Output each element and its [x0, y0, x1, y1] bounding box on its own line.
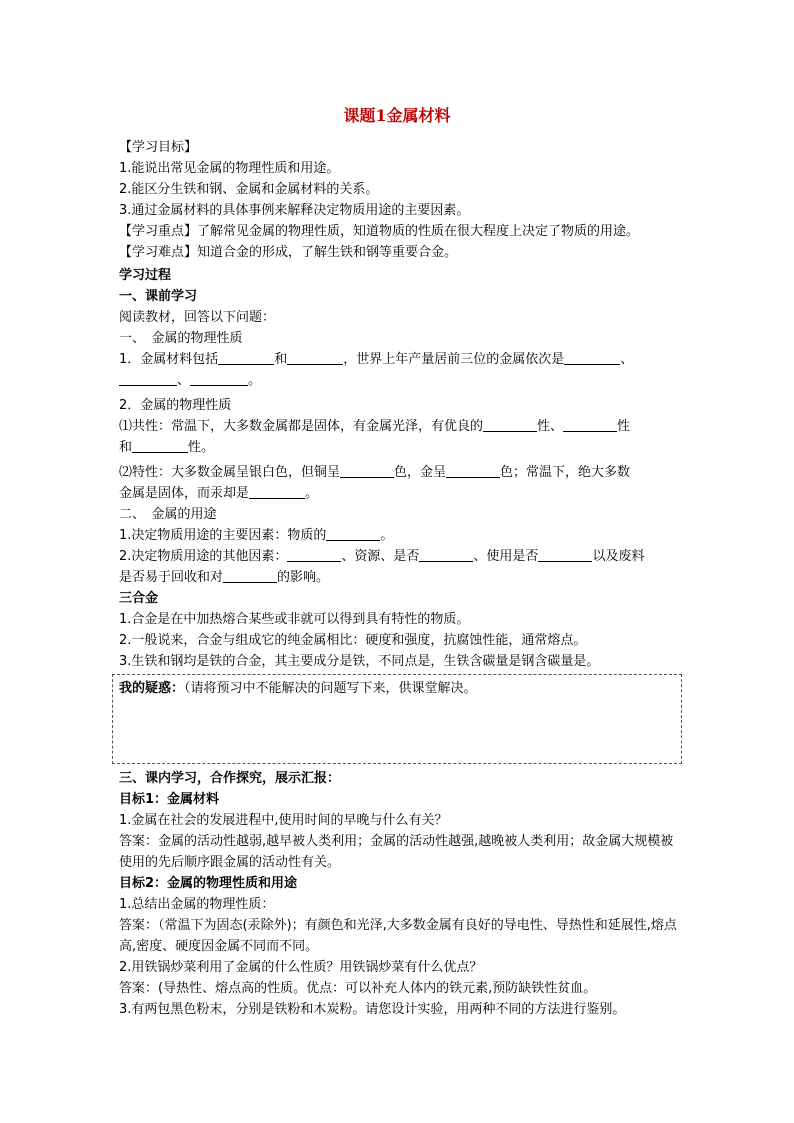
common-text-b: 性、: [537, 419, 564, 434]
objective-1: 1.能说出常见金属的物理性质和用途。: [119, 161, 340, 176]
doubt-label: 我的疑惑：: [119, 681, 185, 696]
special-line2: [119, 483, 684, 504]
usage2-text-a: 2.决定物质用途的其他因素：: [119, 549, 288, 564]
blank[interactable]: [419, 547, 473, 562]
common-line1: [119, 416, 684, 437]
question-1-line2: [119, 370, 684, 391]
blank[interactable]: [249, 484, 305, 499]
common-text-a: ⑴共性：常温下，大多数金属都是固体，有金属光泽，有优良的: [119, 419, 484, 434]
goal2-question-1: 1.总结出金属的物理性质：: [119, 897, 275, 912]
usage2-text-b: 、资源、是否: [341, 549, 420, 564]
goal2-question-3: 3.有两包黑色粉末，分别是铁粉和木炭粉。请您设计实验，用两种不同的方法进行鉴别。: [119, 1002, 626, 1017]
section3-heading: 三合金: [119, 591, 159, 606]
alloy-item-1: 1.合金是在中加热熔合某些或非就可以得到具有特性的物质。: [119, 612, 470, 627]
difficult-label: 【学习难点】: [119, 245, 198, 260]
blank[interactable]: [119, 371, 177, 386]
special-text-d: 金属是固体，而汞却是: [119, 486, 250, 501]
blank[interactable]: [446, 463, 500, 478]
objective-3: 3.通过金属材料的具体事例来解释决定物质用途的主要因素。: [119, 203, 470, 218]
goal1-question: 1.金属在社会的发展进程中,使用时间的早晚与什么有关？: [119, 813, 448, 828]
blank[interactable]: [132, 438, 188, 453]
key-label: 【学习重点】: [119, 224, 198, 239]
usage2-text-d: 以及废料: [592, 549, 645, 564]
q1-text-e: 、: [177, 373, 191, 388]
difficult-text: 知道合金的形成，了解生铁和钢等重要合金。: [197, 245, 458, 260]
pre-study-heading: 一、课前学习: [119, 289, 198, 304]
in-class-heading: 三、课内学习，合作探究，展示汇报：: [119, 771, 341, 786]
usage-1: [119, 525, 684, 546]
goal2-heading: 目标2：金属的物理性质和用途: [119, 876, 298, 891]
question-1-line1: [119, 349, 684, 370]
key-point: [119, 221, 684, 242]
blank[interactable]: [538, 547, 592, 562]
common-line2: [119, 437, 684, 458]
blank[interactable]: [564, 350, 620, 365]
q1-text-f: 。: [248, 373, 262, 388]
blank[interactable]: [483, 417, 537, 432]
usage1-text-a: 1.决定物质用途的主要因素：物质的: [119, 528, 327, 543]
q1-text-d: 、: [620, 352, 634, 367]
blank[interactable]: [218, 350, 274, 365]
q1-text-b: 和: [274, 352, 288, 367]
blank[interactable]: [563, 417, 617, 432]
section1-heading: 一、 金属的物理性质: [119, 331, 243, 346]
common-text-c: 性: [617, 419, 631, 434]
usage1-text-b: 。: [380, 528, 394, 543]
usage2-text-e: 是否易于回收和对: [119, 570, 224, 585]
usage2-text-c: 、使用是否: [473, 549, 539, 564]
special-text-e: 。: [305, 486, 319, 501]
alloy-item-2: 2.一般说来，合金与组成它的纯金属相比：硬度和强度，抗腐蚀性能，通常熔点。: [119, 633, 587, 648]
blank[interactable]: [287, 547, 341, 562]
goal1-answer: 答案：金属的活动性越弱,越早被人类利用；金属的活动性越强,越晚被人类利用；故金属大规模被使用的先后顺序跟金属的活动性有关。: [119, 834, 674, 870]
common-text-d: 和: [119, 440, 133, 455]
goal1-heading: 目标1：金属材料: [119, 792, 220, 807]
special-line1: [119, 462, 684, 483]
goal2-answer-1: 答案：（常温下为固态(汞除外)；有颜色和光泽,大多数金属有良好的导电性、导热性和延展性,熔点高,密度、硬度因金属不同而不同。: [119, 918, 677, 954]
q1-text-c: ，世界上年产量居前三位的金属依次是: [343, 352, 565, 367]
section2-heading: 二、 金属的用途: [119, 507, 217, 522]
doubt-text: （请将预习中不能解决的问题写下来，供课堂解决。: [184, 681, 477, 696]
q1-text-a: 1．金属材料包括: [119, 352, 219, 367]
special-text-a: ⑵特性：大多数金属呈银白色，但铜呈: [119, 465, 341, 480]
goal2-question-2: 2.用铁锅炒菜利用了金属的什么性质？用铁锅炒菜有什么优点？: [119, 960, 483, 975]
common-text-e: 性。: [188, 440, 215, 455]
objectives-heading: 【学习目标】: [119, 140, 198, 155]
document-body: [119, 137, 684, 1020]
special-text-c: 色；常温下，绝大多数: [500, 465, 631, 480]
usage-2-line1: [119, 546, 684, 567]
blank[interactable]: [190, 371, 248, 386]
goal2-answer-2: 答案：(导热性、熔点高的性质。优点：可以补充人体内的铁元素,预防缺铁性贫血。: [119, 981, 597, 996]
blank[interactable]: [326, 526, 380, 541]
special-text-b: 色，金呈: [394, 465, 447, 480]
question-2-heading: 2．金属的物理性质: [119, 398, 232, 413]
alloy-item-3: 3.生铁和钢均是铁的合金，其主要成分是铁，不同点是，生铁含碳量是钢含碳量是。: [119, 654, 600, 669]
difficult-point: [119, 242, 684, 263]
pre-study-intro: 阅读教材，回答以下问题：: [119, 310, 276, 325]
objective-2: 2.能区分生铁和钢、金属和金属材料的关系。: [119, 182, 379, 197]
blank[interactable]: [340, 463, 394, 478]
page-title: 课题1金属材料: [343, 106, 451, 125]
usage-2-line2: [119, 567, 684, 588]
process-heading: 学习过程: [119, 268, 172, 283]
blank[interactable]: [287, 350, 343, 365]
usage2-text-f: 的影响。: [277, 570, 330, 585]
blank[interactable]: [223, 568, 277, 583]
doubt-box[interactable]: [112, 674, 682, 764]
key-text: 了解常见金属的物理性质，知道物质的性质在很大程度上决定了物质的用途。: [197, 224, 640, 239]
